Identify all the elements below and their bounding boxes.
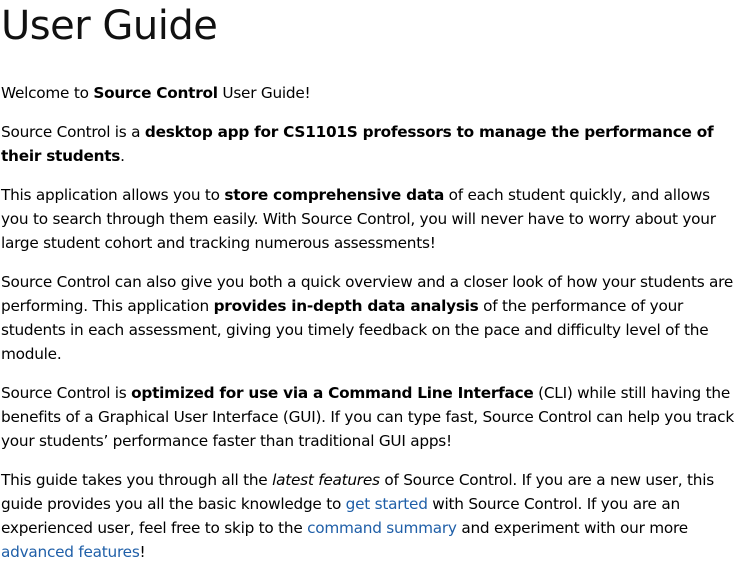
intro-text-pre: Source Control is a (1, 123, 145, 141)
cli-paragraph (1, 381, 740, 453)
analysis-paragraph (1, 270, 740, 366)
analysis-text-pre: Source Control can also give you both a quick overview and a closer look of how your students are performing. This application (1, 273, 734, 315)
intro-text-post: . (120, 147, 125, 165)
command-summary-link[interactable]: command summary (307, 519, 457, 537)
storage-bold: store comprehensive data (224, 186, 445, 204)
cli-text-pre: Source Control is (1, 384, 132, 402)
welcome-paragraph (1, 81, 740, 105)
storage-text-pre: This application allows you to (1, 186, 225, 204)
storage-paragraph (1, 183, 740, 255)
cli-bold: optimized for use via a Command Line Interface (131, 384, 534, 402)
guide-text-mid3: and experiment with our more (456, 519, 688, 537)
welcome-text-pre: Welcome to (1, 84, 94, 102)
analysis-bold: provides in-depth data analysis (213, 297, 479, 315)
advanced-features-link[interactable]: advanced features (1, 543, 140, 561)
page-title: User Guide (1, 3, 218, 49)
guide-text-mid2: with Source Control. If you are an experienced user, feel free to skip to the (1, 495, 680, 537)
guide-text-pre: This guide takes you through all the (1, 471, 273, 489)
intro-paragraph (1, 120, 740, 168)
guide-text-mid1: of Source Control. If you are a new user, this guide provides you all the basic knowledge to (1, 471, 714, 513)
analysis-text-post: of the performance of your students in each assessment, giving you timely feedback on the pace and difficulty level of the module. (1, 297, 709, 363)
intro-bold: desktop app for CS1101S professors to manage the performance of their students (1, 123, 714, 165)
latest-features-italic: latest features (272, 471, 380, 489)
storage-text-post: of each student quickly, and allows you to search through them easily. With Source Control, you will never have to worry about your large student cohort and tracking numerous assessments! (1, 186, 716, 252)
app-name-bold: Source Control (93, 84, 218, 102)
welcome-text-post: User Guide! (217, 84, 311, 102)
cli-text-post: (CLI) while still having the benefits of a Graphical User Interface (GUI). If you can type fast, Source Control can help you track your students’ performance faster than traditional GUI apps! (1, 384, 734, 450)
get-started-link[interactable]: get started (345, 495, 428, 513)
guide-text-post: ! (139, 543, 146, 561)
guide-paragraph (1, 468, 740, 564)
